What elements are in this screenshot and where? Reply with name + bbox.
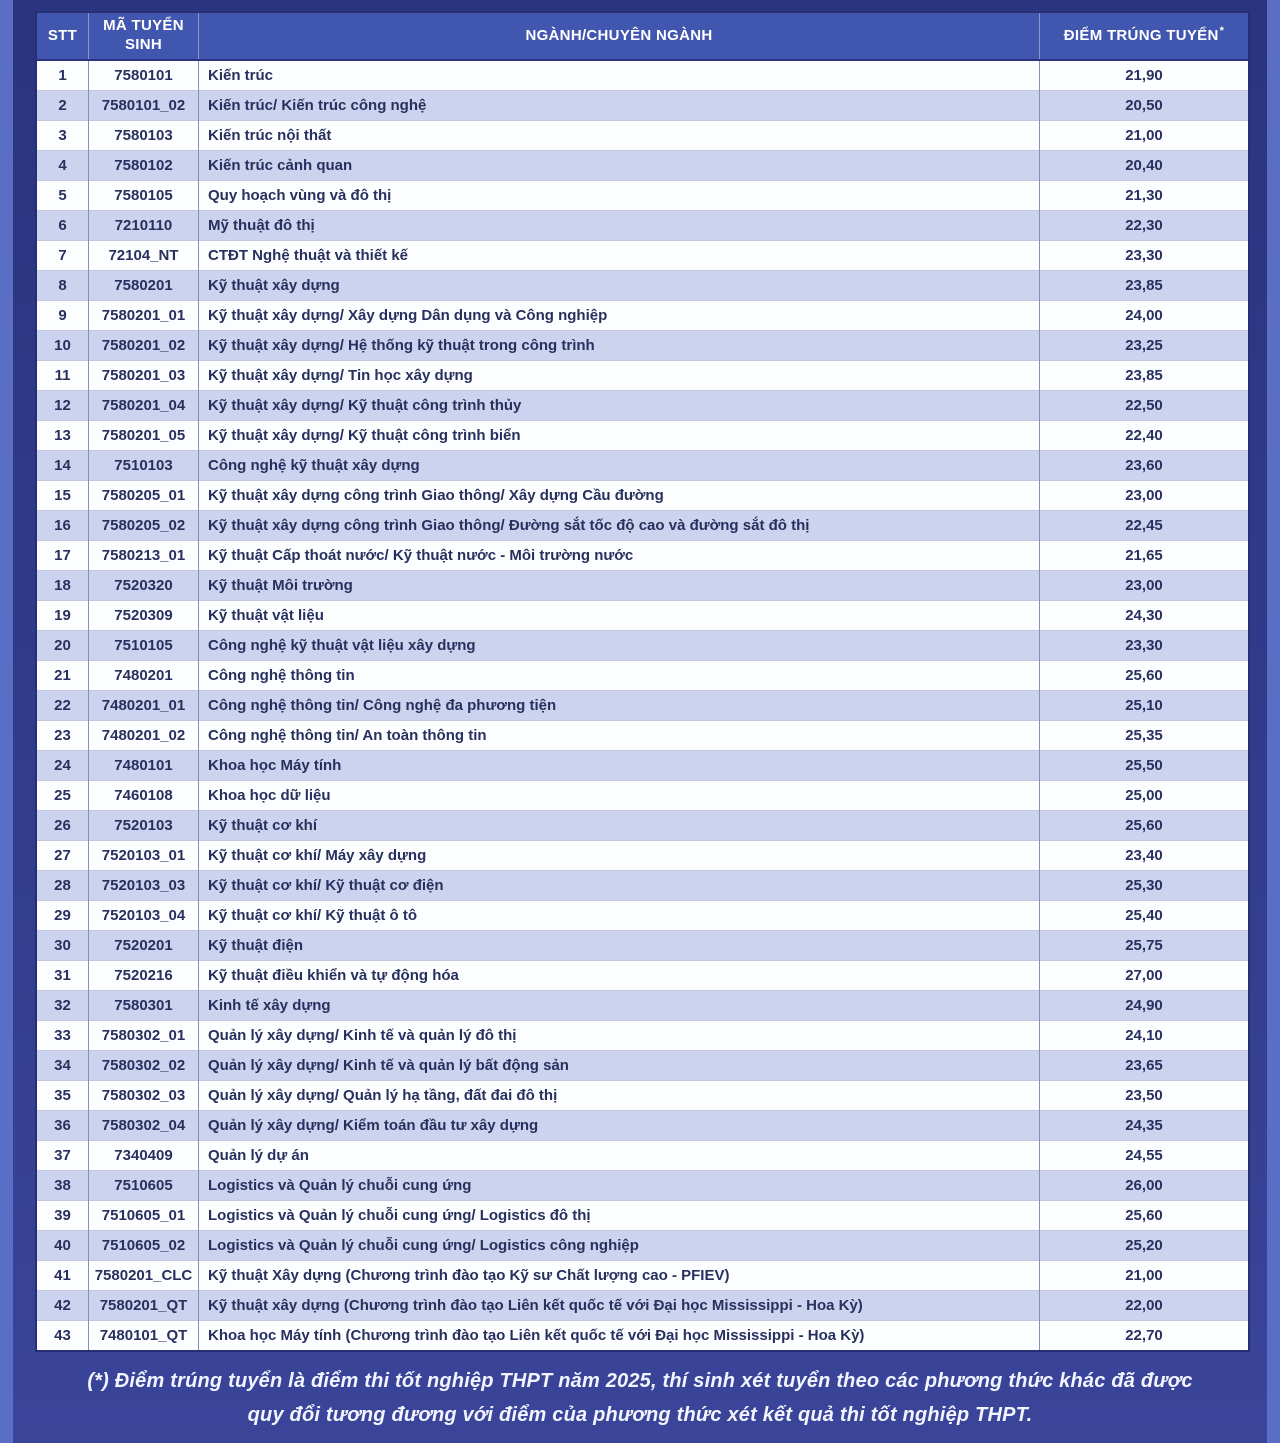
table-row: [37, 1051, 1248, 1081]
table-row: [37, 751, 1248, 781]
code-cell: 7480101: [89, 751, 199, 781]
table-row: [37, 1201, 1248, 1231]
header-score: [1040, 13, 1249, 60]
stt-cell: 9: [37, 301, 89, 331]
major-cell: Quản lý xây dựng/ Kinh tế và quản lý bất động sản: [199, 1051, 1040, 1081]
stt-cell: 19: [37, 601, 89, 631]
footnote-marker: *: [1219, 24, 1225, 37]
major-cell: Khoa học Máy tính (Chương trình đào tạo Liên kết quốc tế với Đại học Mississippi - Hoa Kỳ): [199, 1321, 1040, 1351]
major-cell: Kỹ thuật Môi trường: [199, 571, 1040, 601]
table-row: [37, 121, 1248, 151]
stt-cell: 25: [37, 781, 89, 811]
score-cell: 22,50: [1040, 391, 1249, 421]
stt-cell: 35: [37, 1081, 89, 1111]
table-row: [37, 571, 1248, 601]
major-cell: Kiến trúc nội thất: [199, 121, 1040, 151]
code-cell: 7580302_03: [89, 1081, 199, 1111]
score-cell: 25,35: [1040, 721, 1249, 751]
code-cell: 7580302_02: [89, 1051, 199, 1081]
score-cell: 24,30: [1040, 601, 1249, 631]
footnote: [13, 1364, 1267, 1432]
code-cell: 7580201_03: [89, 361, 199, 391]
stt-cell: 12: [37, 391, 89, 421]
major-cell: Kỹ thuật xây dựng/ Hệ thống kỹ thuật trong công trình: [199, 331, 1040, 361]
score-cell: 20,50: [1040, 91, 1249, 121]
stt-cell: 10: [37, 331, 89, 361]
major-cell: Kỹ thuật xây dựng/ Tin học xây dựng: [199, 361, 1040, 391]
major-cell: Kỹ thuật xây dựng công trình Giao thông/ Đường sắt tốc độ cao và đường sắt đô thị: [199, 511, 1040, 541]
stt-cell: 1: [37, 60, 89, 91]
table-body: [37, 60, 1248, 1350]
score-cell: 25,10: [1040, 691, 1249, 721]
table-row: [37, 1231, 1248, 1261]
stt-cell: 15: [37, 481, 89, 511]
score-cell: 23,65: [1040, 1051, 1249, 1081]
stt-cell: 42: [37, 1291, 89, 1321]
major-cell: Công nghệ kỹ thuật xây dựng: [199, 451, 1040, 481]
stt-cell: 27: [37, 841, 89, 871]
stt-cell: 32: [37, 991, 89, 1021]
code-cell: 7520201: [89, 931, 199, 961]
table-row: [37, 211, 1248, 241]
major-cell: Kỹ thuật điện: [199, 931, 1040, 961]
major-cell: Kỹ thuật xây dựng (Chương trình đào tạo Liên kết quốc tế với Đại học Mississippi - Hoa Kỳ): [199, 1291, 1040, 1321]
table-row: [37, 1171, 1248, 1201]
table-row: [37, 661, 1248, 691]
code-cell: 7580302_01: [89, 1021, 199, 1051]
code-cell: 7480201_01: [89, 691, 199, 721]
code-cell: 7510605_02: [89, 1231, 199, 1261]
major-cell: Logistics và Quản lý chuỗi cung ứng: [199, 1171, 1040, 1201]
code-cell: 7580301: [89, 991, 199, 1021]
table-row: [37, 841, 1248, 871]
table-row: [37, 871, 1248, 901]
score-cell: 23,40: [1040, 841, 1249, 871]
major-cell: Kỹ thuật cơ khí/ Máy xây dựng: [199, 841, 1040, 871]
code-cell: 7580205_01: [89, 481, 199, 511]
table-row: [37, 631, 1248, 661]
major-cell: Kỹ thuật xây dựng/ Kỹ thuật công trình thủy: [199, 391, 1040, 421]
table-row: [37, 181, 1248, 211]
stt-cell: 33: [37, 1021, 89, 1051]
score-cell: 25,50: [1040, 751, 1249, 781]
code-cell: 7520320: [89, 571, 199, 601]
stt-cell: 41: [37, 1261, 89, 1291]
table-row: [37, 91, 1248, 121]
major-cell: Kỹ thuật xây dựng công trình Giao thông/ Xây dựng Cầu đường: [199, 481, 1040, 511]
stt-cell: 3: [37, 121, 89, 151]
code-cell: 72104_NT: [89, 241, 199, 271]
score-cell: 24,00: [1040, 301, 1249, 331]
stt-cell: 4: [37, 151, 89, 181]
table-row: [37, 421, 1248, 451]
code-cell: 7580201_QT: [89, 1291, 199, 1321]
score-cell: 26,00: [1040, 1171, 1249, 1201]
score-cell: 21,00: [1040, 1261, 1249, 1291]
major-cell: Kỹ thuật cơ khí/ Kỹ thuật ô tô: [199, 901, 1040, 931]
code-cell: 7520103: [89, 811, 199, 841]
score-cell: 21,30: [1040, 181, 1249, 211]
code-cell: 7580201_05: [89, 421, 199, 451]
major-cell: Công nghệ kỹ thuật vật liệu xây dựng: [199, 631, 1040, 661]
table-row: [37, 481, 1248, 511]
major-cell: Kỹ thuật Cấp thoát nước/ Kỹ thuật nước - Môi trường nước: [199, 541, 1040, 571]
major-cell: Quy hoạch vùng và đô thị: [199, 181, 1040, 211]
table-row: [37, 1021, 1248, 1051]
stt-cell: 39: [37, 1201, 89, 1231]
table-row: [37, 1261, 1248, 1291]
table-row: [37, 361, 1248, 391]
code-cell: 7480101_QT: [89, 1321, 199, 1351]
table-row: [37, 151, 1248, 181]
major-cell: Quản lý xây dựng/ Quản lý hạ tầng, đất đai đô thị: [199, 1081, 1040, 1111]
major-cell: Kỹ thuật cơ khí/ Kỹ thuật cơ điện: [199, 871, 1040, 901]
score-cell: 22,00: [1040, 1291, 1249, 1321]
score-cell: 21,90: [1040, 60, 1249, 91]
score-cell: 24,10: [1040, 1021, 1249, 1051]
stt-cell: 29: [37, 901, 89, 931]
table-row: [37, 241, 1248, 271]
score-cell: 23,00: [1040, 571, 1249, 601]
footnote-line-2: quy đổi tương đương với điểm của phương thức xét kết quả thi tốt nghiệp THPT.: [247, 1404, 1033, 1426]
stt-cell: 17: [37, 541, 89, 571]
score-cell: 25,60: [1040, 661, 1249, 691]
score-cell: 21,65: [1040, 541, 1249, 571]
major-cell: Logistics và Quản lý chuỗi cung ứng/ Logistics công nghiệp: [199, 1231, 1040, 1261]
score-cell: 25,60: [1040, 1201, 1249, 1231]
major-cell: Kỹ thuật cơ khí: [199, 811, 1040, 841]
major-cell: Kỹ thuật điều khiển và tự động hóa: [199, 961, 1040, 991]
stt-cell: 21: [37, 661, 89, 691]
admission-score-card: [35, 11, 1250, 1352]
stt-cell: 14: [37, 451, 89, 481]
score-cell: 23,30: [1040, 241, 1249, 271]
stt-cell: 24: [37, 751, 89, 781]
score-cell: 24,55: [1040, 1141, 1249, 1171]
score-cell: 25,40: [1040, 901, 1249, 931]
major-cell: Kỹ thuật Xây dựng (Chương trình đào tạo Kỹ sư Chất lượng cao - PFIEV): [199, 1261, 1040, 1291]
code-cell: 7580101: [89, 60, 199, 91]
header-major: NGÀNH/CHUYÊN NGÀNH: [199, 13, 1040, 60]
major-cell: Logistics và Quản lý chuỗi cung ứng/ Logistics đô thị: [199, 1201, 1040, 1231]
code-cell: 7580105: [89, 181, 199, 211]
stt-cell: 23: [37, 721, 89, 751]
major-cell: Kỹ thuật xây dựng/ Kỹ thuật công trình biển: [199, 421, 1040, 451]
table-row: [37, 391, 1248, 421]
table-row: [37, 1111, 1248, 1141]
stt-cell: 36: [37, 1111, 89, 1141]
major-cell: Khoa học Máy tính: [199, 751, 1040, 781]
table-header: [37, 13, 1248, 60]
code-cell: 7480201_02: [89, 721, 199, 751]
admission-score-table: [37, 13, 1248, 1350]
code-cell: 7520103_01: [89, 841, 199, 871]
table-row: [37, 601, 1248, 631]
stt-cell: 40: [37, 1231, 89, 1261]
table-row: [37, 961, 1248, 991]
major-cell: Quản lý dự án: [199, 1141, 1040, 1171]
score-cell: 24,35: [1040, 1111, 1249, 1141]
score-cell: 23,00: [1040, 481, 1249, 511]
code-cell: 7340409: [89, 1141, 199, 1171]
code-cell: 7510605_01: [89, 1201, 199, 1231]
table-row: [37, 811, 1248, 841]
table-row: [37, 691, 1248, 721]
table-row: [37, 451, 1248, 481]
score-cell: 23,85: [1040, 361, 1249, 391]
table-row: [37, 781, 1248, 811]
code-cell: 7520216: [89, 961, 199, 991]
stt-cell: 2: [37, 91, 89, 121]
major-cell: Kỹ thuật vật liệu: [199, 601, 1040, 631]
score-cell: 22,70: [1040, 1321, 1249, 1351]
code-cell: 7580201_02: [89, 331, 199, 361]
stt-cell: 34: [37, 1051, 89, 1081]
score-cell: 23,25: [1040, 331, 1249, 361]
code-cell: 7580213_01: [89, 541, 199, 571]
code-cell: 7580101_02: [89, 91, 199, 121]
left-edge-decoration: [0, 0, 13, 1443]
major-cell: Kiến trúc cảnh quan: [199, 151, 1040, 181]
stt-cell: 7: [37, 241, 89, 271]
header-row: [37, 13, 1248, 60]
score-cell: 27,00: [1040, 961, 1249, 991]
major-cell: Mỹ thuật đô thị: [199, 211, 1040, 241]
table-row: [37, 1291, 1248, 1321]
table-row: [37, 541, 1248, 571]
table-row: [37, 271, 1248, 301]
stt-cell: 13: [37, 421, 89, 451]
header-score-label: ĐIỂM TRÚNG TUYỂN: [1063, 26, 1219, 44]
right-edge-decoration: [1267, 0, 1280, 1443]
stt-cell: 38: [37, 1171, 89, 1201]
score-cell: 25,75: [1040, 931, 1249, 961]
header-stt: STT: [37, 13, 89, 60]
code-cell: 7480201: [89, 661, 199, 691]
major-cell: Công nghệ thông tin/ Công nghệ đa phương tiện: [199, 691, 1040, 721]
table-row: [37, 721, 1248, 751]
stt-cell: 26: [37, 811, 89, 841]
code-cell: 7520103_04: [89, 901, 199, 931]
score-cell: 25,30: [1040, 871, 1249, 901]
stt-cell: 6: [37, 211, 89, 241]
table-row: [37, 1081, 1248, 1111]
major-cell: CTĐT Nghệ thuật và thiết kế: [199, 241, 1040, 271]
score-cell: 21,00: [1040, 121, 1249, 151]
code-cell: 7580201_04: [89, 391, 199, 421]
code-cell: 7580103: [89, 121, 199, 151]
score-cell: 22,40: [1040, 421, 1249, 451]
stt-cell: 30: [37, 931, 89, 961]
score-cell: 25,00: [1040, 781, 1249, 811]
stt-cell: 37: [37, 1141, 89, 1171]
major-cell: Khoa học dữ liệu: [199, 781, 1040, 811]
score-cell: 22,30: [1040, 211, 1249, 241]
stt-cell: 43: [37, 1321, 89, 1351]
major-cell: Quản lý xây dựng/ Kinh tế và quản lý đô thị: [199, 1021, 1040, 1051]
stt-cell: 5: [37, 181, 89, 211]
code-cell: 7580205_02: [89, 511, 199, 541]
score-cell: 23,30: [1040, 631, 1249, 661]
score-cell: 25,20: [1040, 1231, 1249, 1261]
code-cell: 7580201: [89, 271, 199, 301]
stt-cell: 22: [37, 691, 89, 721]
header-code: MÃ TUYỂN SINH: [89, 13, 199, 60]
stt-cell: 16: [37, 511, 89, 541]
code-cell: 7210110: [89, 211, 199, 241]
code-cell: 7520309: [89, 601, 199, 631]
table-row: [37, 511, 1248, 541]
major-cell: Kiến trúc: [199, 60, 1040, 91]
score-cell: 25,60: [1040, 811, 1249, 841]
code-cell: 7510103: [89, 451, 199, 481]
table-row: [37, 901, 1248, 931]
score-cell: 23,50: [1040, 1081, 1249, 1111]
major-cell: Công nghệ thông tin/ An toàn thông tin: [199, 721, 1040, 751]
major-cell: Kỹ thuật xây dựng/ Xây dựng Dân dụng và Công nghiệp: [199, 301, 1040, 331]
major-cell: Kỹ thuật xây dựng: [199, 271, 1040, 301]
table-row: [37, 1321, 1248, 1351]
footnote-line-1: (*) Điểm trúng tuyển là điểm thi tốt nghiệp THPT năm 2025, thí sinh xét tuyển theo các phương thức khác đã được: [87, 1370, 1193, 1392]
code-cell: 7510105: [89, 631, 199, 661]
code-cell: 7510605: [89, 1171, 199, 1201]
stt-cell: 28: [37, 871, 89, 901]
stt-cell: 11: [37, 361, 89, 391]
score-cell: 23,85: [1040, 271, 1249, 301]
table-row: [37, 60, 1248, 91]
score-cell: 20,40: [1040, 151, 1249, 181]
table-row: [37, 991, 1248, 1021]
score-cell: 23,60: [1040, 451, 1249, 481]
major-cell: Công nghệ thông tin: [199, 661, 1040, 691]
major-cell: Kiến trúc/ Kiến trúc công nghệ: [199, 91, 1040, 121]
score-cell: 22,45: [1040, 511, 1249, 541]
major-cell: Quản lý xây dựng/ Kiểm toán đầu tư xây dựng: [199, 1111, 1040, 1141]
code-cell: 7580201_01: [89, 301, 199, 331]
stt-cell: 31: [37, 961, 89, 991]
table-row: [37, 931, 1248, 961]
stt-cell: 18: [37, 571, 89, 601]
code-cell: 7580302_04: [89, 1111, 199, 1141]
major-cell: Kinh tế xây dựng: [199, 991, 1040, 1021]
score-cell: 24,90: [1040, 991, 1249, 1021]
stt-cell: 8: [37, 271, 89, 301]
table-row: [37, 1141, 1248, 1171]
code-cell: 7460108: [89, 781, 199, 811]
code-cell: 7520103_03: [89, 871, 199, 901]
stt-cell: 20: [37, 631, 89, 661]
table-row: [37, 331, 1248, 361]
table-row: [37, 301, 1248, 331]
code-cell: 7580201_CLC: [89, 1261, 199, 1291]
code-cell: 7580102: [89, 151, 199, 181]
